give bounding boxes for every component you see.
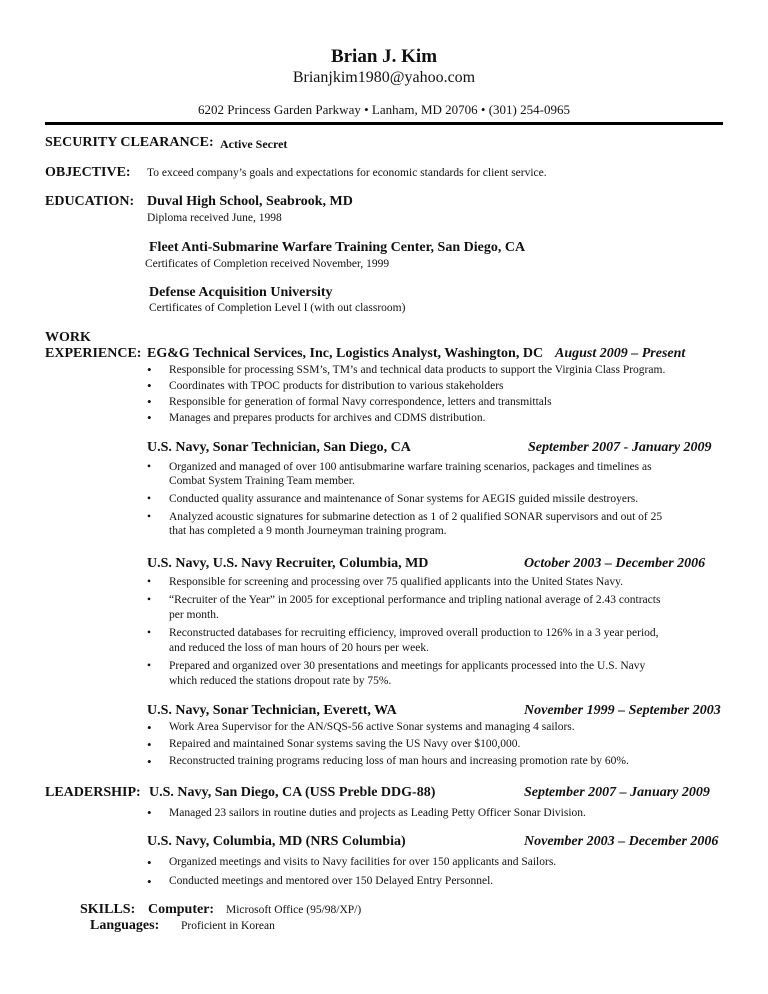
education-detail: Certificates of Completion Level I (with out classroom) bbox=[149, 302, 406, 314]
job-dates: October 2003 – December 2006 bbox=[524, 556, 706, 571]
skills-label: SKILLS: bbox=[80, 902, 136, 917]
leadership-role: U.S. Navy, San Diego, CA (USS Preble DDG-88) bbox=[149, 785, 436, 800]
resume-email: Brianjkim1980@yahoo.com bbox=[292, 69, 476, 86]
job-bullets bbox=[145, 362, 665, 426]
leadership-bullets bbox=[145, 805, 586, 821]
education-detail: Diploma received June, 1998 bbox=[147, 212, 282, 224]
clearance-label: SECURITY CLEARANCE: bbox=[45, 135, 214, 150]
job-title: EG&G Technical Services, Inc, Logistics Analyst, Washington, DC bbox=[147, 346, 544, 361]
leadership-dates: September 2007 – January 2009 bbox=[524, 785, 710, 800]
resume-address: 6202 Princess Garden Parkway • Lanham, MD 20706 • (301) 254-0965 bbox=[198, 102, 570, 117]
job-bullet: • Responsible for screening and processing over 75 qualified applicants into the United States Navy. bbox=[147, 576, 624, 588]
job-bullet: • Manages and prepares products for archives and CDMS distribution. bbox=[145, 410, 665, 426]
job-bullets bbox=[145, 575, 660, 689]
leadership-bullet: • Organized meetings and visits to Navy facilities for over 150 applicants and Sailors. bbox=[145, 853, 556, 872]
job-bullet: • Organized and managed of over 100 antisubmarine warfare training scenarios, packages and timelines as bbox=[147, 461, 652, 473]
leadership-bullet: • Conducted meetings and mentored over 150 Delayed Entry Personnel. bbox=[145, 872, 556, 891]
work-label: EXPERIENCE: bbox=[45, 346, 142, 361]
resume-name: Brian J. Kim bbox=[330, 46, 438, 67]
job-bullet: • Analyzed acoustic signatures for submarine detection as 1 of 2 qualified SONAR supervisors and out of 25 bbox=[147, 511, 663, 523]
job-bullets bbox=[145, 719, 629, 770]
job-title: U.S. Navy, Sonar Technician, San Diego, CA bbox=[147, 440, 411, 455]
job-bullet-continuation: and reduced the loss of man hours of 20 hours per week. bbox=[169, 642, 429, 654]
education-school: Fleet Anti-Submarine Warfare Training Center, San Diego, CA bbox=[149, 240, 526, 255]
leadership-role: U.S. Navy, Columbia, MD (NRS Columbia) bbox=[147, 834, 406, 849]
job-bullet-continuation: Combat System Training Team member. bbox=[169, 475, 355, 487]
job-dates: November 1999 – September 2003 bbox=[524, 703, 721, 718]
leadership-bullet: • Managed 23 sailors in routine duties and projects as Leading Petty Officer Sonar Division. bbox=[145, 805, 586, 821]
skills-computer-value: Microsoft Office (95/98/XP/) bbox=[226, 904, 362, 916]
job-bullet: • Reconstructed databases for recruiting efficiency, improved overall production to 126% in a 3 year period, bbox=[147, 627, 659, 639]
leadership-label: LEADERSHIP: bbox=[45, 785, 141, 800]
skills-languages-value: Proficient in Korean bbox=[181, 920, 275, 932]
job-title: U.S. Navy, Sonar Technician, Everett, WA bbox=[147, 703, 397, 718]
objective-label: OBJECTIVE: bbox=[45, 165, 131, 180]
job-dates: September 2007 - January 2009 bbox=[528, 440, 712, 455]
job-bullet: • Prepared and organized over 30 presentations and meetings for applicants processed into the U.S. Navy bbox=[147, 660, 646, 672]
job-bullet-continuation: per month. bbox=[169, 609, 219, 621]
job-dates: August 2009 – Present bbox=[555, 346, 686, 361]
header-divider bbox=[45, 122, 723, 125]
job-bullet: • Work Area Supervisor for the AN/SQS-56 active Sonar systems and managing 4 sailors. bbox=[145, 719, 629, 736]
job-bullet: • “Recruiter of the Year” in 2005 for exceptional performance and tripling national average of 2.43 contracts bbox=[147, 594, 661, 606]
education-school: Defense Acquisition University bbox=[149, 285, 333, 300]
job-bullet: • Responsible for generation of formal Navy correspondence, letters and transmittals bbox=[145, 394, 665, 410]
skills-computer-label: Computer: bbox=[148, 902, 215, 917]
job-bullet: • Repaired and maintained Sonar systems saving the US Navy over $100,000. bbox=[145, 736, 629, 753]
objective-text: To exceed company’s goals and expectations for economic standards for client service. bbox=[147, 167, 547, 179]
skills-languages-label: Languages: bbox=[90, 918, 160, 933]
job-bullet: • Coordinates with TPOC products for distribution to various stakeholders bbox=[145, 378, 665, 394]
job-bullet: • Responsible for processing SSM’s, TM’s and technical data products to support the Virginia Class Program. bbox=[145, 362, 665, 378]
education-school: Duval High School, Seabrook, MD bbox=[147, 194, 353, 209]
education-label: EDUCATION: bbox=[45, 194, 135, 209]
job-title: U.S. Navy, U.S. Navy Recruiter, Columbia, MD bbox=[147, 556, 429, 571]
leadership-dates: November 2003 – December 2006 bbox=[524, 834, 719, 849]
job-bullets bbox=[145, 460, 662, 538]
job-bullet: • Conducted quality assurance and maintenance of Sonar systems for AEGIS guided missile destroyers. bbox=[147, 493, 639, 505]
clearance-value: Active Secret bbox=[220, 137, 288, 151]
work-label: WORK bbox=[45, 330, 91, 345]
job-bullet-continuation: which reduced the stations dropout rate by 75%. bbox=[169, 675, 392, 687]
education-detail: Certificates of Completion received November, 1999 bbox=[145, 258, 390, 270]
job-bullet: • Reconstructed training programs reducing loss of man hours and increasing promotion rate by 60%. bbox=[145, 753, 629, 770]
job-bullet-continuation: that has completed a 9 month Journeyman training program. bbox=[169, 525, 447, 537]
leadership-bullets bbox=[145, 853, 556, 891]
